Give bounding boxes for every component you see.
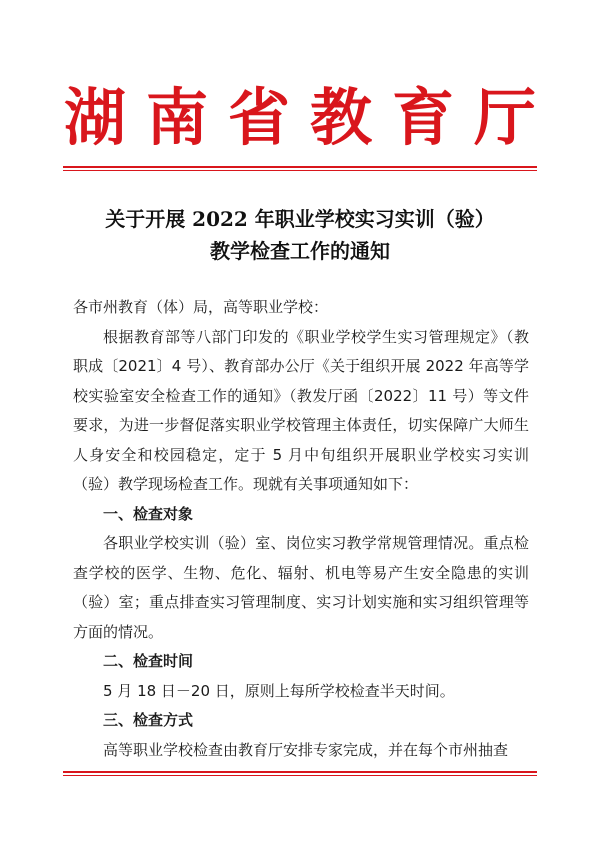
document-body	[73, 293, 529, 765]
document-title	[0, 203, 600, 267]
section-text-method: 高等职业学校检查由教育厅安排专家完成，并在每个市州抽查	[103, 740, 509, 759]
masthead-title: 湖南省教育厅	[63, 81, 556, 154]
intro-paragraph: 根据教育部等八部门印发的《职业学校学生实习管理规定》（教职成〔2021〕4 号）、教育部办公厅《关于组织开展 2022 年高等学校实验室安全检查工作的通知》（教发厅函〔2022〕11 号）等文件要求，为进一步督促落实职业学校管理主体责任，切实保障广大师生人身安全和校园稳定，定于 5 月中旬组织开展职业学校实习实训（验）教学现场检查工作。现就有关事项通知如下：	[73, 327, 529, 493]
section-text-time: 5 月 18 日－20 日，原则上每所学校检查半天时间。	[103, 681, 455, 700]
section-heading-targets: 一、检查对象	[103, 504, 194, 523]
document-title-line-1: 关于开展 2022 年职业学校实习实训（验）	[105, 207, 495, 231]
salutation: 各市州教育（体）局，高等职业学校：	[73, 298, 329, 316]
section-text-targets: 各职业学校实训（验）室、岗位实习教学常规管理情况。重点检查学校的医学、生物、危化、辐射、机电等易产生安全隐患的实训（验）室；重点排查实习管理制度、实习计划实施和实习组织管理等方面的情况。	[73, 534, 529, 641]
footer-red-rule	[63, 771, 537, 776]
section-heading-time: 二、检查时间	[103, 652, 194, 670]
masthead-red-rule	[63, 166, 537, 171]
section-heading-method: 三、检查方式	[103, 711, 194, 729]
document-title-line-2: 教学检查工作的通知	[210, 239, 390, 263]
